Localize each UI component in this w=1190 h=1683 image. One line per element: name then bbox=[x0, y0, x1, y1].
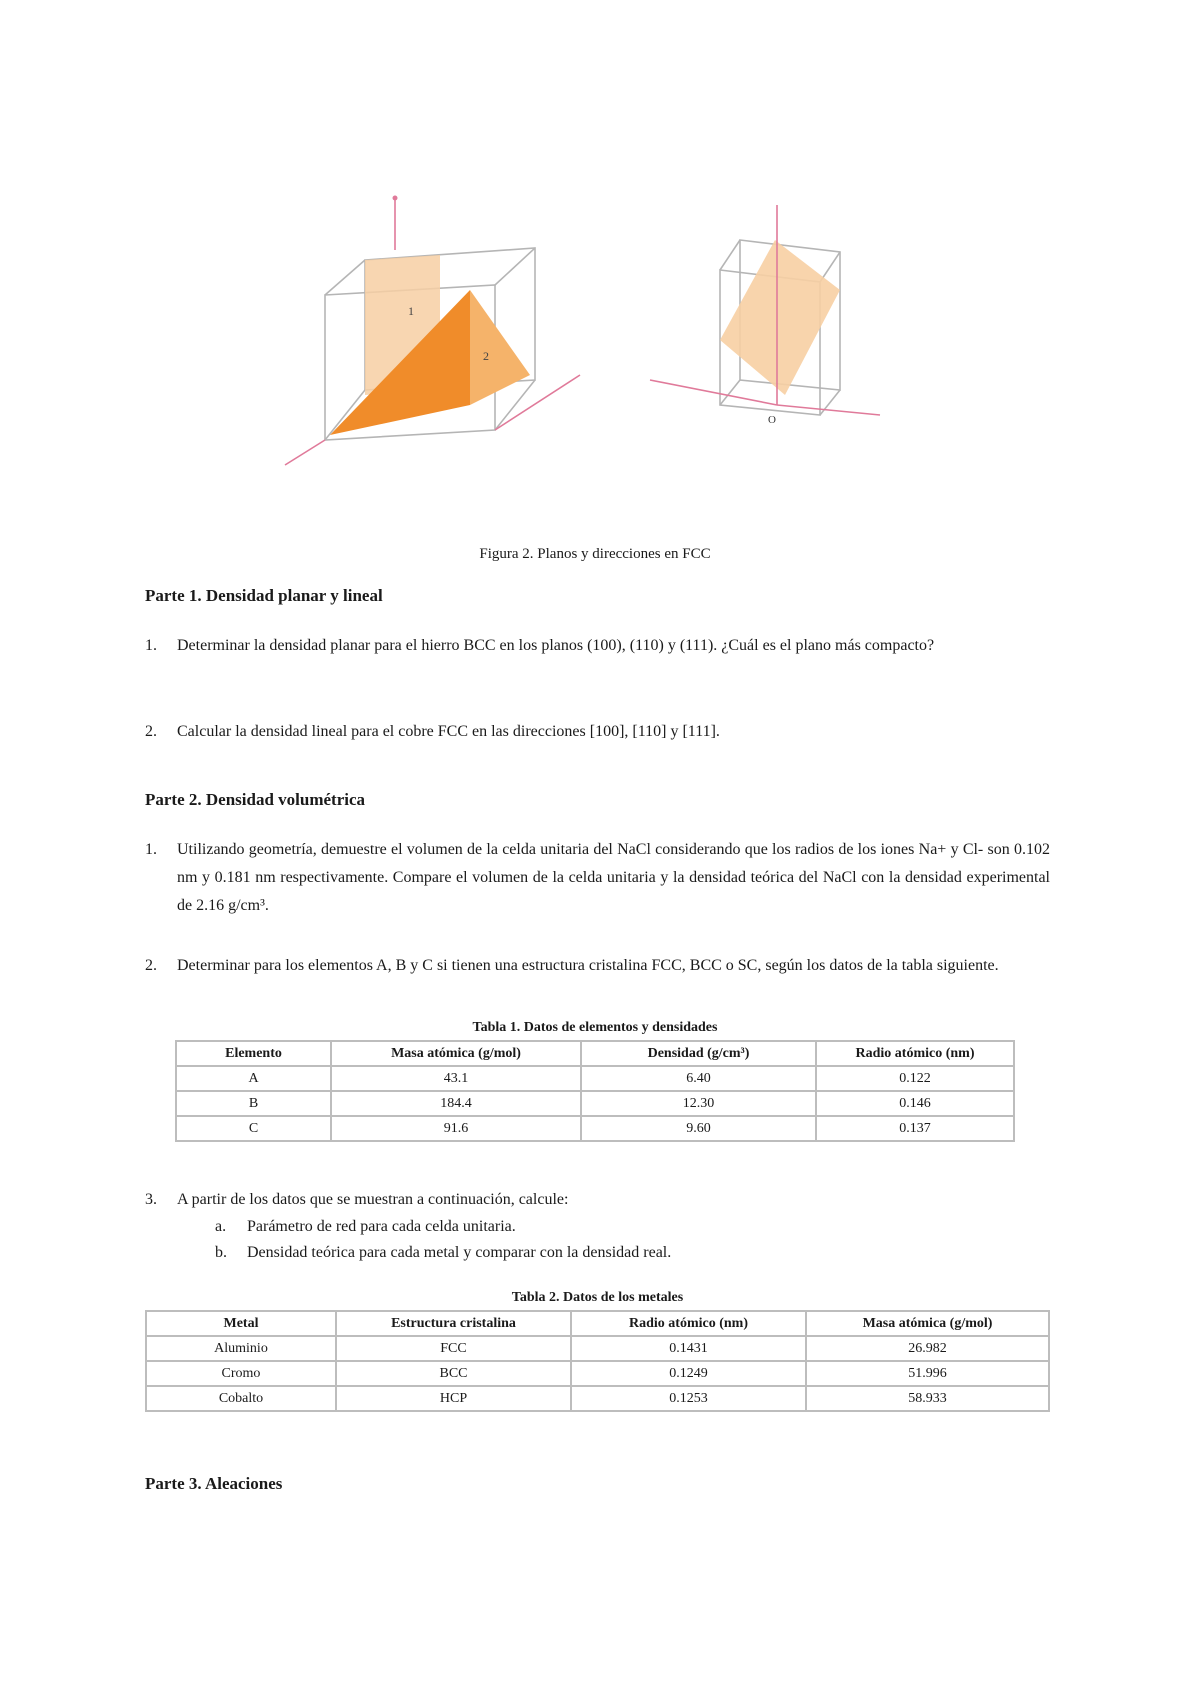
right-plane bbox=[720, 240, 840, 395]
table-row bbox=[146, 1336, 1049, 1361]
table-cell: BCC bbox=[336, 1361, 571, 1386]
table-row bbox=[146, 1361, 1049, 1386]
subitem-text: Densidad teórica para cada metal y comparar con la densidad real. bbox=[247, 1244, 672, 1261]
right-origin-label: O bbox=[768, 414, 776, 426]
table-row bbox=[176, 1116, 1014, 1141]
table-row bbox=[176, 1066, 1014, 1091]
table-header-cell: Densidad (g/cm³) bbox=[581, 1041, 816, 1066]
table-cell: 91.6 bbox=[331, 1116, 581, 1141]
table-header-cell: Radio atómico (nm) bbox=[571, 1311, 806, 1336]
table-header-cell: Metal bbox=[146, 1311, 336, 1336]
table-cell: 26.982 bbox=[806, 1336, 1049, 1361]
table-cell: HCP bbox=[336, 1386, 571, 1411]
table-cell: 0.1253 bbox=[571, 1386, 806, 1411]
subitem-text: Parámetro de red para cada celda unitaria. bbox=[247, 1218, 516, 1235]
left-axis-tip-icon bbox=[393, 196, 398, 201]
left-label-1: 1 bbox=[408, 304, 414, 318]
part2-item-1 bbox=[145, 836, 1050, 920]
table-header-cell: Masa atómica (g/mol) bbox=[806, 1311, 1049, 1336]
item-text: Utilizando geometría, demuestre el volumen de la celda unitaria del NaCl considerando que los radios de los iones Na+ y Cl- son 0.102 nm y 0.181 nm respectivamente. Compare el volumen de la celda unitaria y la densidad teórica del NaCl con la densidad experimental de 2.16 g/cm³. bbox=[177, 841, 1050, 914]
table-cell: Aluminio bbox=[146, 1336, 336, 1361]
item-text: Calcular la densidad lineal para el cobre FCC en las direcciones [100], [110] y [111]. bbox=[177, 723, 720, 740]
subitem-letter: a. bbox=[215, 1218, 227, 1235]
part2-subitem-a bbox=[215, 1214, 1045, 1240]
table-row bbox=[176, 1091, 1014, 1116]
item-number: 2. bbox=[145, 957, 157, 974]
figure-caption: Figura 2. Planos y direcciones en FCC bbox=[479, 546, 711, 562]
table-cell: 9.60 bbox=[581, 1116, 816, 1141]
crystal-planes-figure bbox=[280, 190, 960, 490]
table-row bbox=[146, 1386, 1049, 1411]
item-text: A partir de los datos que se muestran a continuación, calcule: bbox=[177, 1191, 569, 1208]
table-header-cell: Radio atómico (nm) bbox=[816, 1041, 1014, 1066]
part3-title: Parte 3. Aleaciones bbox=[145, 1474, 283, 1493]
part2-title: Parte 2. Densidad volumétrica bbox=[145, 790, 366, 809]
table-cell: 51.996 bbox=[806, 1361, 1049, 1386]
item-number: 2. bbox=[145, 723, 157, 740]
table-cell: A bbox=[176, 1066, 331, 1091]
table-cell: 0.122 bbox=[816, 1066, 1014, 1091]
subitem-letter: b. bbox=[215, 1244, 227, 1261]
item-text: Determinar para los elementos A, B y C si tienen una estructura cristalina FCC, BCC o SC, según los datos de la tabla siguiente. bbox=[177, 957, 999, 974]
table-header-cell: Estructura cristalina bbox=[336, 1311, 571, 1336]
part2-subitem-b bbox=[215, 1240, 1045, 1266]
item-number: 1. bbox=[145, 841, 157, 858]
table1-caption: Tabla 1. Datos de elementos y densidades bbox=[472, 1020, 718, 1035]
table-cell: 12.30 bbox=[581, 1091, 816, 1116]
table-cell: 0.146 bbox=[816, 1091, 1014, 1116]
table-cell: 6.40 bbox=[581, 1066, 816, 1091]
part1-item-2 bbox=[145, 718, 1050, 746]
table2 bbox=[145, 1310, 1050, 1412]
table-header-cell: Masa atómica (g/mol) bbox=[331, 1041, 581, 1066]
table-cell: FCC bbox=[336, 1336, 571, 1361]
item-text: Determinar la densidad planar para el hierro BCC en los planos (100), (110) y (111). ¿Cuál es el plano más compacto? bbox=[177, 637, 935, 654]
table-header-row bbox=[146, 1311, 1049, 1336]
table-cell: Cobalto bbox=[146, 1386, 336, 1411]
table2-caption: Tabla 2. Datos de los metales bbox=[511, 1290, 684, 1305]
left-plane-triangle bbox=[470, 290, 530, 405]
left-label-2: 2 bbox=[483, 349, 489, 363]
table-header-row bbox=[176, 1041, 1014, 1066]
table-cell: 0.137 bbox=[816, 1116, 1014, 1141]
item-number: 3. bbox=[145, 1191, 157, 1208]
table1 bbox=[175, 1040, 1015, 1142]
table-cell: 184.4 bbox=[331, 1091, 581, 1116]
part2-item-3 bbox=[145, 1186, 1050, 1214]
item-number: 1. bbox=[145, 637, 157, 654]
part1-title: Parte 1. Densidad planar y lineal bbox=[145, 586, 383, 605]
table-cell: Cromo bbox=[146, 1361, 336, 1386]
table-header-cell: Elemento bbox=[176, 1041, 331, 1066]
table-cell: 58.933 bbox=[806, 1386, 1049, 1411]
part1-item-1 bbox=[145, 632, 1050, 660]
table-cell: 0.1249 bbox=[571, 1361, 806, 1386]
table-cell: 43.1 bbox=[331, 1066, 581, 1091]
table-cell: B bbox=[176, 1091, 331, 1116]
table-cell: 0.1431 bbox=[571, 1336, 806, 1361]
table-cell: C bbox=[176, 1116, 331, 1141]
part2-item-2 bbox=[145, 952, 1050, 980]
